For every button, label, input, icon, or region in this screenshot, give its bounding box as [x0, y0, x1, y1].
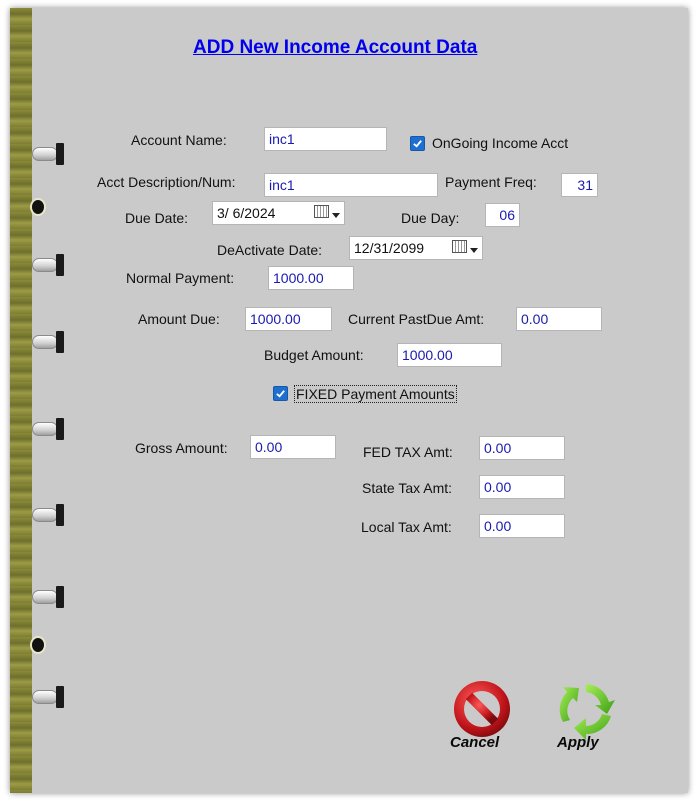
normal-payment-label: Normal Payment: — [126, 270, 235, 286]
fixed-payment-checkbox[interactable] — [273, 386, 288, 401]
due-date-value: 3/ 6/2024 — [217, 205, 276, 221]
deactivate-date-label: DeActivate Date: — [217, 242, 323, 258]
page-title: ADD New Income Account Data — [193, 37, 478, 58]
due-day-field[interactable] — [485, 203, 520, 227]
normal-payment-field[interactable] — [268, 266, 354, 290]
state-tax-field[interactable] — [479, 475, 565, 499]
notebook-window — [10, 8, 688, 793]
recycle-arrows-icon — [555, 678, 617, 740]
current-pastdue-label: Current PastDue Amt: — [348, 311, 485, 327]
due-date-picker[interactable] — [212, 201, 345, 225]
form-page — [38, 8, 688, 793]
amount-due-field[interactable] — [245, 307, 332, 331]
fixed-payment-label: FIXED Payment Amounts — [296, 386, 455, 402]
cancel-button[interactable] — [448, 678, 518, 758]
calendar-dropdown-icon[interactable] — [314, 205, 340, 221]
account-name-label: Account Name: — [131, 132, 227, 148]
acct-description-field[interactable] — [264, 173, 438, 197]
amount-due-label: Amount Due: — [138, 311, 220, 327]
apply-button[interactable] — [553, 678, 623, 758]
gross-amount-field[interactable] — [250, 435, 336, 459]
gross-amount-label: Gross Amount: — [135, 440, 228, 456]
state-tax-label: State Tax Amt: — [362, 480, 453, 496]
due-date-label: Due Date: — [125, 210, 189, 226]
budget-amount-field[interactable] — [397, 343, 502, 367]
calendar-dropdown-icon[interactable] — [452, 240, 478, 256]
deactivate-date-picker[interactable] — [349, 236, 483, 260]
local-tax-label: Local Tax Amt: — [361, 519, 452, 535]
current-pastdue-field[interactable] — [516, 307, 602, 331]
no-entry-icon — [451, 678, 513, 740]
budget-amount-label: Budget Amount: — [264, 347, 364, 363]
payment-freq-label: Payment Freq: — [445, 174, 537, 190]
deactivate-date-value: 12/31/2099 — [354, 240, 425, 256]
ongoing-income-checkbox[interactable] — [410, 136, 425, 151]
fed-tax-label: FED TAX Amt: — [363, 444, 453, 460]
local-tax-field[interactable] — [479, 514, 565, 538]
payment-freq-field[interactable] — [561, 173, 598, 197]
cancel-button-label: Cancel — [450, 734, 500, 751]
apply-button-label: Apply — [557, 734, 599, 751]
ongoing-income-label: OnGoing Income Acct — [432, 135, 569, 151]
acct-description-label: Acct Description/Num: — [97, 174, 236, 190]
fed-tax-field[interactable] — [479, 436, 565, 460]
account-name-field[interactable] — [264, 127, 387, 151]
due-day-label: Due Day: — [401, 210, 460, 226]
